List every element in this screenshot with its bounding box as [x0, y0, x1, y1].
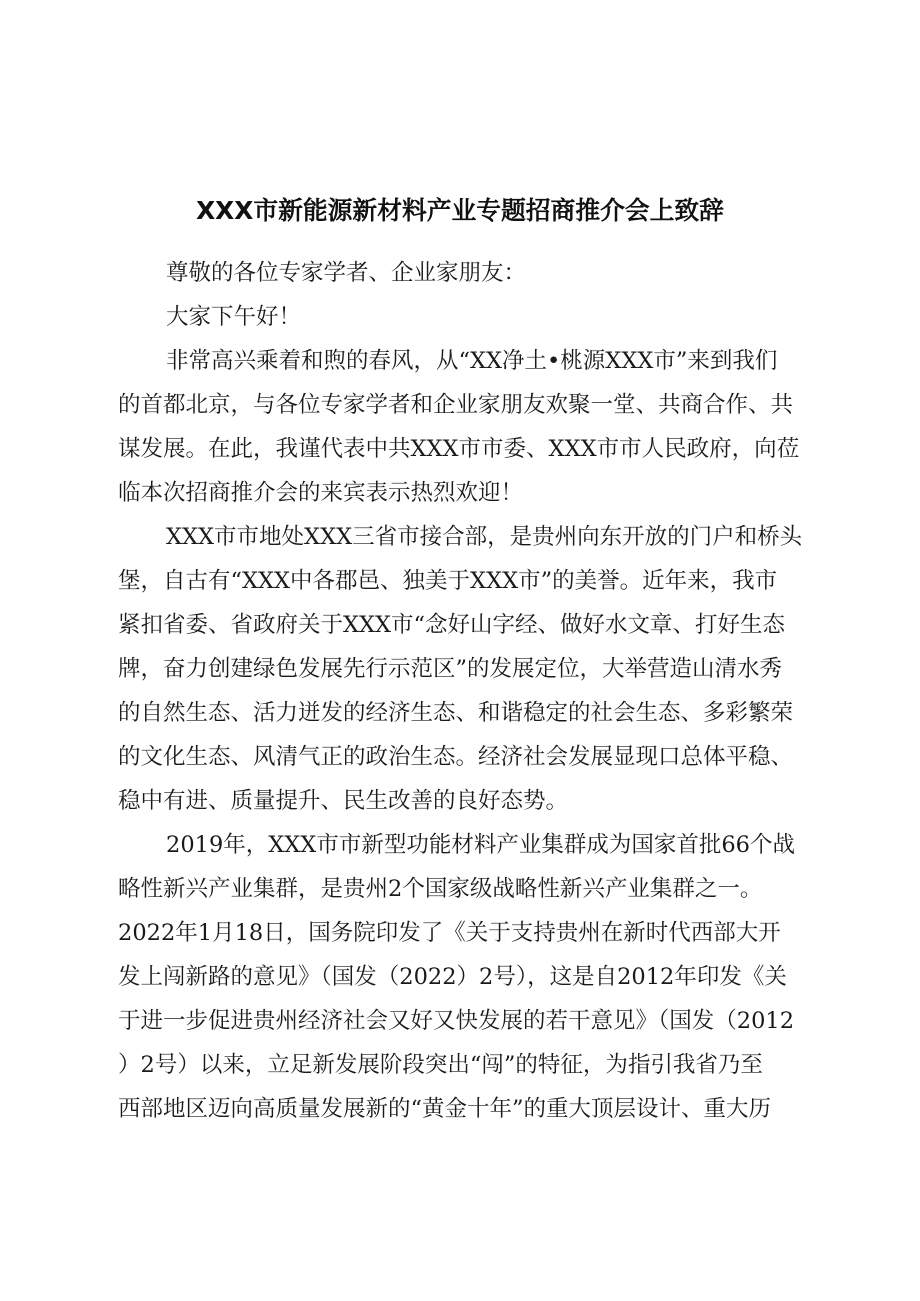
- paragraph-1-line-1: 非常高兴乘着和煦的春风，从“XX净土•桃源XXX市”来到我们: [166, 348, 778, 374]
- paragraph-1-line-2: 的首都北京，与各位专家学者和企业家朋友欢聚一堂、共商合作、共: [118, 392, 794, 418]
- paragraph-1-line-4: 临本次招商推介会的来宾表示热烈欢迎！: [118, 480, 524, 506]
- paragraph-3-line-1: 2019年，XXX市市新型功能材料产业集群成为国家首批66个战: [166, 832, 795, 858]
- paragraph-3-line-7: 西部地区迈向高质量发展新的“黄金十年”的重大顶层设计、重大历: [118, 1096, 772, 1122]
- paragraph-2-line-5: 的自然生态、活力迸发的经济生态、和谐稳定的社会生态、多彩繁荣: [118, 700, 794, 726]
- paragraph-1-line-3: 谋发展。在此，我谨代表中共XXX市市委、XXX市市人民政府，向莅: [118, 436, 800, 462]
- paragraph-3-line-6: ）2号）以来，立足新发展阶段突出“闯”的特征，为指引我省乃至: [118, 1052, 763, 1078]
- paragraph-2-line-2: 堡，自古有“XXX中各郡邑、独美于XXX市”的美誉。近年来，我市: [118, 568, 778, 594]
- paragraph-2-line-3: 紧扣省委、省政府关于XXX市“念好山字经、做好水文章、打好生态: [118, 612, 786, 638]
- paragraph-3-line-2: 略性新兴产业集群，是贵州2个国家级战略性新兴产业集群之一。: [118, 876, 763, 902]
- paragraph-2-line-7: 稳中有进、质量提升、民生改善的良好态势。: [118, 788, 569, 814]
- document-title: XXX市新能源新材料产业专题招商推介会上致辞: [196, 196, 724, 225]
- paragraph-2-line-6: 的文化生态、风清气正的政治生态。经济社会发展显现口总体平稳、: [118, 744, 794, 770]
- paragraph-3-line-3: 2022年1月18日，国务院印发了《关于支持贵州在新时代西部大开: [118, 920, 781, 946]
- paragraph-3-line-5: 于进一步促进贵州经济社会又好又快发展的若干意见》（国发（2012: [118, 1008, 795, 1034]
- greeting-line: 大家下午好！: [166, 304, 302, 330]
- paragraph-3-line-4: 发上闯新路的意见》（国发（2022）2号），这是自2012年印发《关: [118, 964, 787, 990]
- salutation-line: 尊敬的各位专家学者、企业家朋友：: [166, 260, 527, 286]
- paragraph-2-line-4: 牌，奋力创建绿色发展先行示范区”的发展定位，大举营造山清水秀: [118, 656, 783, 682]
- paragraph-2-line-1: XXX市市地处XXX三省市接合部，是贵州向东开放的门户和桥头: [166, 524, 803, 550]
